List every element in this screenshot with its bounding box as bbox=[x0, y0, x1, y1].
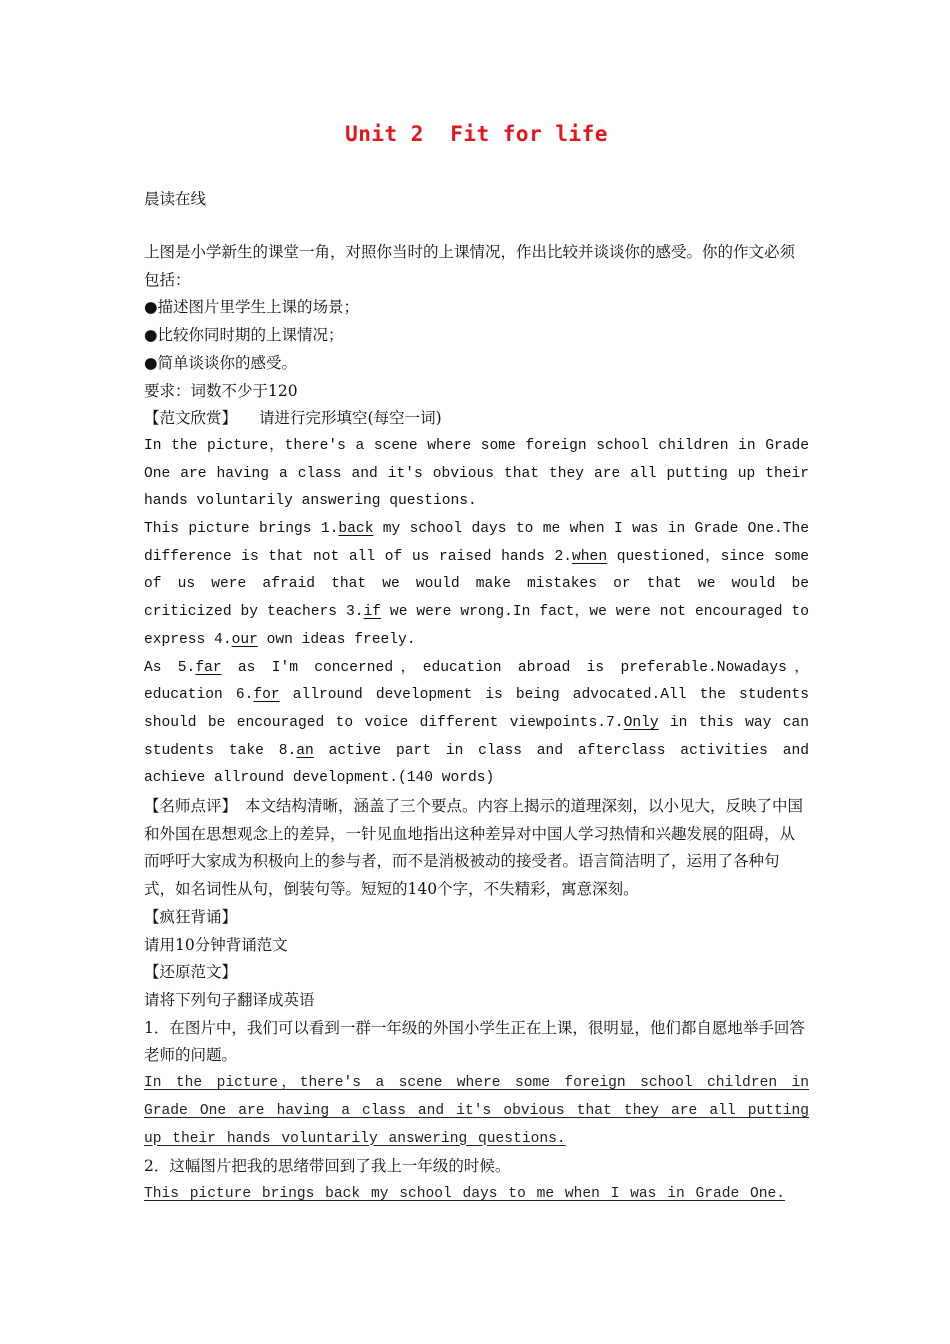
essay-paragraph-1: In the picture，there's a scene where some foreign school children in Grade One are having a class and it's obvious that they are all putting up their hands voluntarily answering questions. bbox=[144, 437, 809, 510]
model-essay-header-line bbox=[144, 405, 809, 433]
blank-answer: Only bbox=[623, 714, 659, 731]
restore-header: 【还原范文】 bbox=[144, 963, 238, 982]
essay-text: allround development is being advocated.All the students should be encouraged to voice different viewpoints.7. bbox=[144, 687, 810, 731]
prompt-point: ●简单谈谈你的感受。 bbox=[144, 353, 298, 372]
unit-title: Unit 2 Fit for life bbox=[345, 122, 608, 146]
model-essay-instruction: 请进行完形填空(每空一词) bbox=[259, 409, 442, 428]
section-heading: 晨读在线 bbox=[144, 190, 207, 208]
commentary-header: 【名师点评】 bbox=[144, 797, 238, 816]
blank-answer: an bbox=[296, 742, 314, 759]
essay-text: This picture brings 1. bbox=[144, 521, 339, 538]
translation-question: 1．在图片中，我们可以看到一群一年级的外国小学生正在上课，很明显，他们都自愿地举手回答老师的问题。 bbox=[144, 1018, 805, 1065]
blank-answer: for bbox=[253, 687, 280, 704]
translation-question: 2．这幅图片把我的思绪带回到了我上一年级的时候。 bbox=[144, 1157, 511, 1176]
essay-paragraph-2 bbox=[144, 516, 809, 655]
essay-text: active part in class and afterclass activities and achieve allround development.(140 words) bbox=[144, 742, 809, 787]
blank-answer: far bbox=[195, 659, 222, 676]
essay-paragraph-3 bbox=[144, 655, 809, 794]
essay-text: As 5. bbox=[144, 659, 196, 676]
commentary bbox=[144, 793, 809, 904]
blank-answer: when bbox=[572, 548, 608, 565]
translation-answer: This picture brings back my school days to me when I was in Grade One. bbox=[144, 1185, 786, 1202]
translation-answer: In the picture，there's a scene where some foreign school children in Grade One are having a class and it's obvious that they are all putting up their hands voluntarily answering questions. bbox=[144, 1075, 809, 1147]
prompt-point: ●比较你同时期的上课情况； bbox=[144, 326, 344, 345]
essay-text: my school days to me when I was in Grade One.The difference is that not all of us raised hands 2. bbox=[144, 521, 809, 565]
model-essay-header: 【范文欣赏】 bbox=[144, 409, 238, 428]
memorize-text: 请用10分钟背诵范文 bbox=[144, 935, 288, 954]
blank-answer: back bbox=[338, 521, 374, 538]
memorize-header: 【疯狂背诵】 bbox=[144, 907, 238, 926]
essay-text: we were wrong.In fact，we were not encouraged to express 4. bbox=[144, 604, 809, 648]
prompt-intro: 上图是小学新生的课堂一角，对照你当时的上课情况，作出比较并谈谈你的感受。你的作文必须包括： bbox=[144, 243, 796, 289]
prompt-requirement: 要求：词数不少于120 bbox=[144, 381, 298, 400]
prompt-point: ●描述图片里学生上课的场景； bbox=[144, 298, 360, 317]
blank-answer: our bbox=[231, 631, 258, 648]
writing-prompt bbox=[144, 239, 809, 1209]
restore-instruction: 请将下列句子翻译成英语 bbox=[144, 990, 315, 1009]
essay-text: questioned，since some of us were afraid that we would make mistakes or that we would be criticized by teachers 3. bbox=[144, 548, 809, 621]
essay-text: own ideas freely. bbox=[257, 631, 416, 648]
commentary-text: 本文结构清晰，涵盖了三个要点。内容上揭示的道理深刻，以小见大，反映了中国和外国在思想观念上的差异，一针见血地指出这种差异对中国人学习热情和兴趣发展的阻碍，从而呼吁大家成为积极向上的参与者，而不是消极被动的接受者。语言简洁明了，运用了各种句式，如名词性从句，倒装句等。短短的140个字，不失精彩，寓意深刻。 bbox=[144, 797, 804, 899]
essay-text: as I'm concerned，education abroad is preferable.Nowadays，education 6. bbox=[144, 659, 809, 704]
essay-text: in this way can students take 8. bbox=[144, 714, 809, 759]
blank-answer: if bbox=[363, 604, 381, 621]
